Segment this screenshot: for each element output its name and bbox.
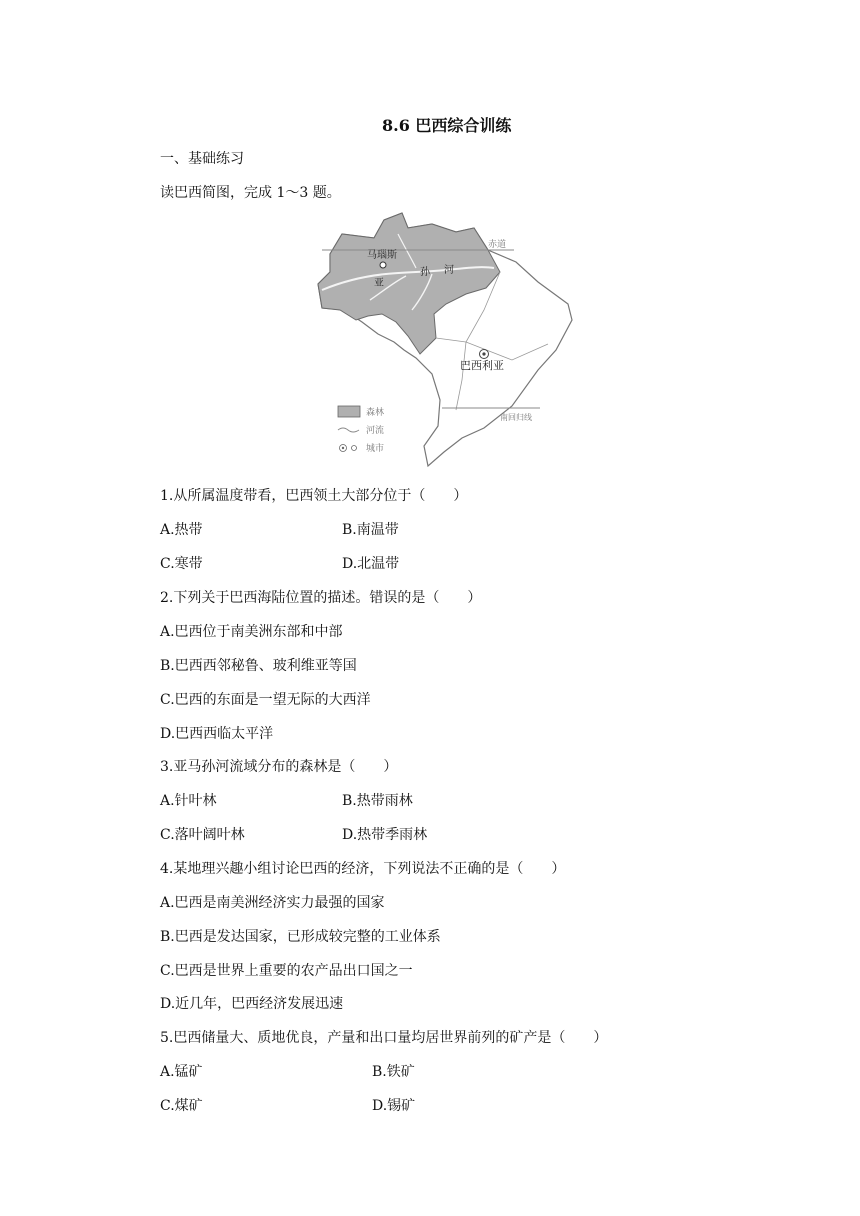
map-instruction: 读巴西简图，完成 1～3 题。 <box>160 185 341 201</box>
manaus-label: 马瑙斯 <box>367 250 397 261</box>
option-d: D.近几年，巴西经济发展迅速 <box>160 996 344 1012</box>
option-d: D.巴西西临太平洋 <box>160 726 274 742</box>
tropic-label: 南回归线 <box>500 413 532 422</box>
question-stem: 4.某地理兴趣小组讨论巴西的经济，下列说法不正确的是（ ） <box>160 861 566 877</box>
river-label-sun: 孙 <box>420 267 430 278</box>
option-d: D.北温带 <box>342 556 400 572</box>
section-heading: 一、基础练习 <box>160 151 244 167</box>
question-stem: 1.从所属温度带看，巴西领土大部分位于（ ） <box>160 488 468 504</box>
option-a: A.巴西是南美洲经济实力最强的国家 <box>160 895 385 911</box>
river-line-icon <box>338 428 359 432</box>
question-stem: 2.下列关于巴西海陆位置的描述。错误的是（ ） <box>160 590 482 606</box>
manaus-city-icon <box>380 262 386 268</box>
legend-label: 森林 <box>366 408 385 418</box>
option-a: A.巴西位于南美洲东部和中部 <box>160 624 343 640</box>
option-c: C.寒带 <box>160 556 203 572</box>
equator-label: 赤道 <box>488 240 507 250</box>
option-d: D.锡矿 <box>372 1098 416 1114</box>
option-b: B.铁矿 <box>372 1064 415 1080</box>
option-b: B.巴西西邻秘鲁、玻利维亚等国 <box>160 658 357 674</box>
legend-label: 河流 <box>366 426 385 436</box>
brazil-map <box>316 210 576 468</box>
option-b: B.热带雨林 <box>342 793 413 809</box>
river-label-ya: 亚 <box>374 278 384 289</box>
option-a: A.热带 <box>160 522 203 538</box>
river-label-he: 河 <box>444 265 454 276</box>
option-a: A.锰矿 <box>160 1064 203 1080</box>
brasilia-label: 巴西利亚 <box>460 359 504 372</box>
page-title: 8.6 巴西综合训练 <box>382 116 512 135</box>
option-a: A.针叶林 <box>160 793 217 809</box>
legend-label: 城市 <box>366 444 385 454</box>
option-c: C.巴西的东面是一望无际的大西洋 <box>160 692 371 708</box>
option-b: B.南温带 <box>342 522 399 538</box>
forest-swatch-icon <box>338 406 360 417</box>
option-c: C.落叶阔叶林 <box>160 827 245 843</box>
option-c: C.煤矿 <box>160 1098 203 1114</box>
question-stem: 3.亚马孙河流域分布的森林是（ ） <box>160 759 398 775</box>
option-c: C.巴西是世界上重要的农产品出口国之一 <box>160 963 413 979</box>
option-b: B.巴西是发达国家，已形成较完整的工业体系 <box>160 929 441 945</box>
question-stem: 5.巴西储量大、质地优良，产量和出口量均居世界前列的矿产是（ ） <box>160 1030 608 1046</box>
option-d: D.热带季雨林 <box>342 827 428 843</box>
map-legend <box>338 406 384 454</box>
